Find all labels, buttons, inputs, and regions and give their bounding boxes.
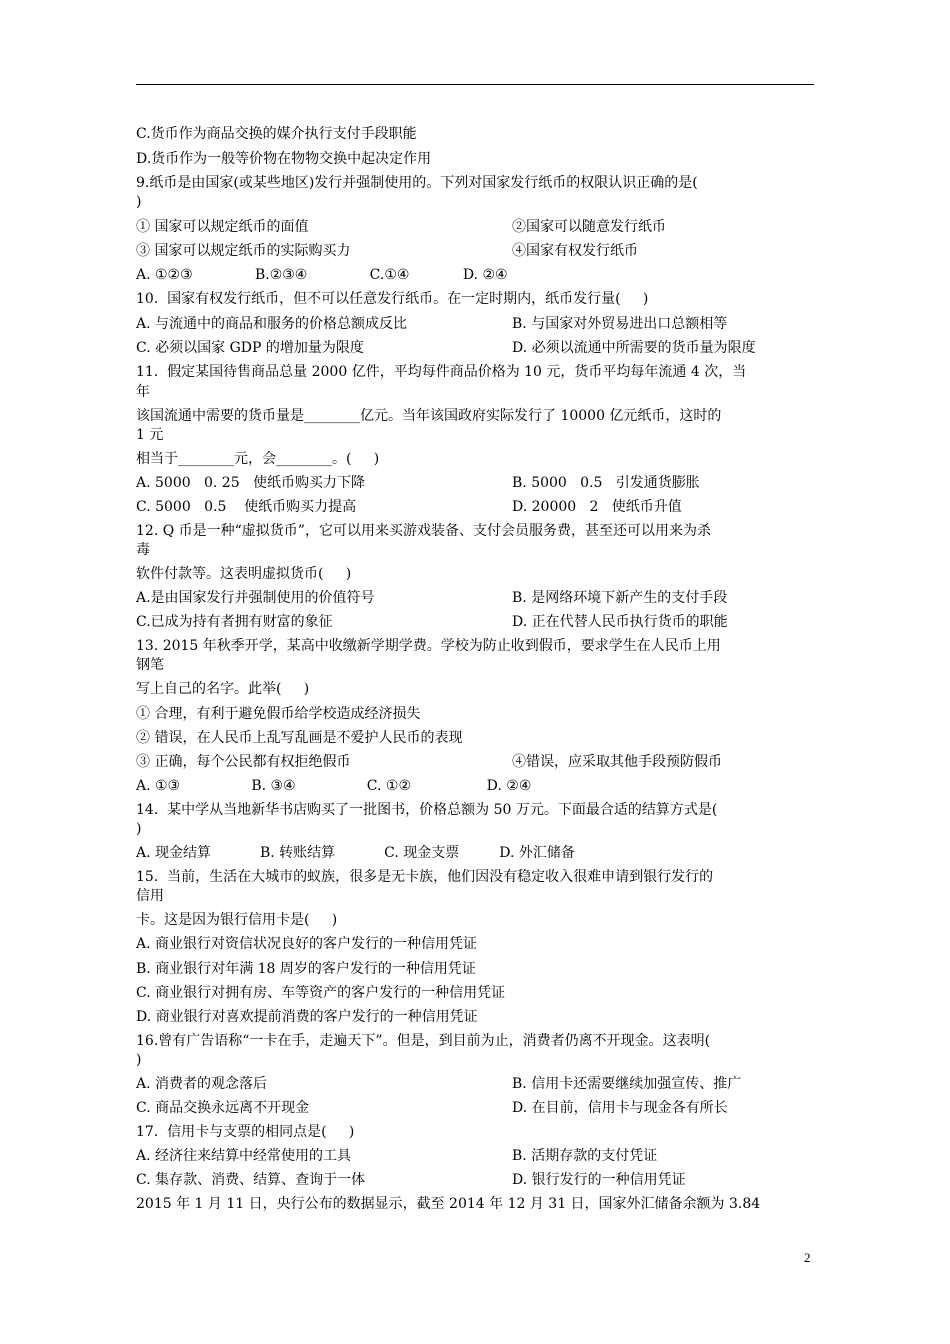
- option-line: ② 错误，在人民币上乱写乱画是不爱护人民币的表现: [136, 730, 463, 746]
- option-line: ②国家可以随意发行纸币: [512, 219, 666, 235]
- option-line: C. 必须以国家 GDP 的增加量为限度: [136, 340, 364, 356]
- option-line: D. 正在代替人民币执行货币的职能: [512, 614, 728, 630]
- text-line: 卡。这是因为银行信用卡是( ): [136, 912, 338, 928]
- option-line: D. 必须以流通中所需要的货币量为限度: [512, 340, 756, 356]
- header-rule: [136, 84, 814, 85]
- text-line: 软件付款等。这表明虚拟货币( ): [136, 566, 352, 582]
- question-9: 9.纸币是由国家(或某些地区)发行并强制使用的。下列对国家发行纸币的权限认识正确的是(: [136, 175, 698, 191]
- text-line: 相当于________元，会________。( ): [136, 451, 380, 467]
- answer-choices: A. 现金结算 B. 转账结算 C. 现金支票 D. 外汇储备: [136, 845, 575, 861]
- answer-choices: A. ①③ B. ③④ C. ①② D. ②④: [136, 778, 532, 794]
- option-line: B. 与国家对外贸易进出口总额相等: [512, 316, 728, 332]
- text-line: 该国流通中需要的货币量是________亿元。当年该国政府实际发行了 10000 亿元纸币，这时的: [136, 408, 722, 424]
- text-line: ): [136, 1052, 142, 1068]
- question-12: 12. Q 币是一种“虚拟货币”，它可以用来买游戏装备、支付会员服务费，甚至还可以用来为杀: [136, 523, 711, 539]
- text-line: 写上自己的名字。此举( ): [136, 681, 310, 697]
- option-line: D. 在目前，信用卡与现金各有所长: [512, 1100, 728, 1116]
- option-line: C.已成为持有者拥有财富的象征: [136, 614, 333, 630]
- option-line: D. 银行发行的一种信用凭证: [512, 1172, 686, 1188]
- option-line: C. 商品交换永远离不开现金: [136, 1100, 310, 1116]
- option-line: A. 5000 0. 25 使纸币购买力下降: [136, 475, 365, 491]
- question-10: 10. 国家有权发行纸币，但不可以任意发行纸币。在一定时期内，纸币发行量( ): [136, 291, 649, 307]
- option-line: ④国家有权发行纸币: [512, 243, 638, 259]
- text-line: 年: [136, 384, 150, 400]
- option-line: B. 是网络环境下新产生的支付手段: [512, 590, 728, 606]
- text-line: 信用: [136, 888, 164, 904]
- option-line: B. 活期存款的支付凭证: [512, 1148, 658, 1164]
- text-line: 毒: [136, 542, 150, 558]
- answer-choices: A. ①②③ B.②③④ C.①④ D. ②④: [136, 267, 508, 283]
- option-line: A. 与流通中的商品和服务的价格总额成反比: [136, 316, 408, 332]
- option-line: C. 集存款、消费、结算、查询于一体: [136, 1172, 366, 1188]
- option-line: A. 商业银行对资信状况良好的客户发行的一种信用凭证: [136, 936, 478, 952]
- question-17: 17. 信用卡与支票的相同点是( ): [136, 1124, 355, 1140]
- option-line: B. 信用卡还需要继续加强宣传、推广: [512, 1076, 742, 1092]
- option-line: C. 5000 0.5 使纸币购买力提高: [136, 499, 357, 515]
- question-13: 13. 2015 年秋季开学，某高中收缴新学期学费。学校为防止收到假币，要求学生在人民币上用: [136, 638, 721, 654]
- question-14: 14. 某中学从当地新华书店购买了一批图书，价格总额为 50 万元。下面最合适的结算方式是(: [136, 802, 718, 818]
- option-line: C. 商业银行对拥有房、车等资产的客户发行的一种信用凭证: [136, 985, 506, 1001]
- option-line: ③ 国家可以规定纸币的实际购买力: [136, 243, 351, 259]
- text-line: 1 元: [136, 427, 164, 443]
- page-number: 2: [804, 1250, 811, 1265]
- option-line: A. 消费者的观念落后: [136, 1076, 268, 1092]
- option-line: D. 20000 2 使纸币升值: [512, 499, 682, 515]
- option-line: ③ 正确，每个公民都有权拒绝假币: [136, 754, 351, 770]
- text-line: 2015 年 1 月 11 日，央行公布的数据显示，截至 2014 年 12 月 31 日，国家外汇储备余额为 3.84: [136, 1196, 761, 1212]
- text-line: ): [136, 821, 142, 837]
- option-line: A. 经济往来结算中经常使用的工具: [136, 1148, 352, 1164]
- text-line: C.货币作为商品交换的媒介执行支付手段职能: [136, 126, 417, 142]
- question-15: 15. 当前，生活在大城市的蚁族，很多是无卡族，他们因没有稳定收入很难申请到银行发行的: [136, 869, 714, 885]
- text-line: ): [136, 194, 142, 210]
- text-line: 钢笔: [136, 657, 164, 673]
- option-line: B. 商业银行对年满 18 周岁的客户发行的一种信用凭证: [136, 961, 476, 977]
- option-line: ④错误，应采取其他手段预防假币: [512, 754, 722, 770]
- option-line: D. 商业银行对喜欢提前消费的客户发行的一种信用凭证: [136, 1009, 478, 1025]
- option-line: A.是由国家发行并强制使用的价值符号: [136, 590, 375, 606]
- option-line: B. 5000 0.5 引发通货膨胀: [512, 475, 700, 491]
- question-16: 16.曾有广告语称“一卡在手，走遍天下”。但是，到目前为止，消费者仍离不开现金。这表明(: [136, 1033, 711, 1049]
- option-line: ① 国家可以规定纸币的面值: [136, 219, 309, 235]
- text-line: D.货币作为一般等价物在物物交换中起决定作用: [136, 151, 432, 167]
- question-11: 11. 假定某国待售商品总量 2000 亿件，平均每件商品价格为 10 元，货币平均每年流通 4 次，当: [136, 364, 747, 380]
- option-line: ① 合理，有利于避免假币给学校造成经济损失: [136, 706, 421, 722]
